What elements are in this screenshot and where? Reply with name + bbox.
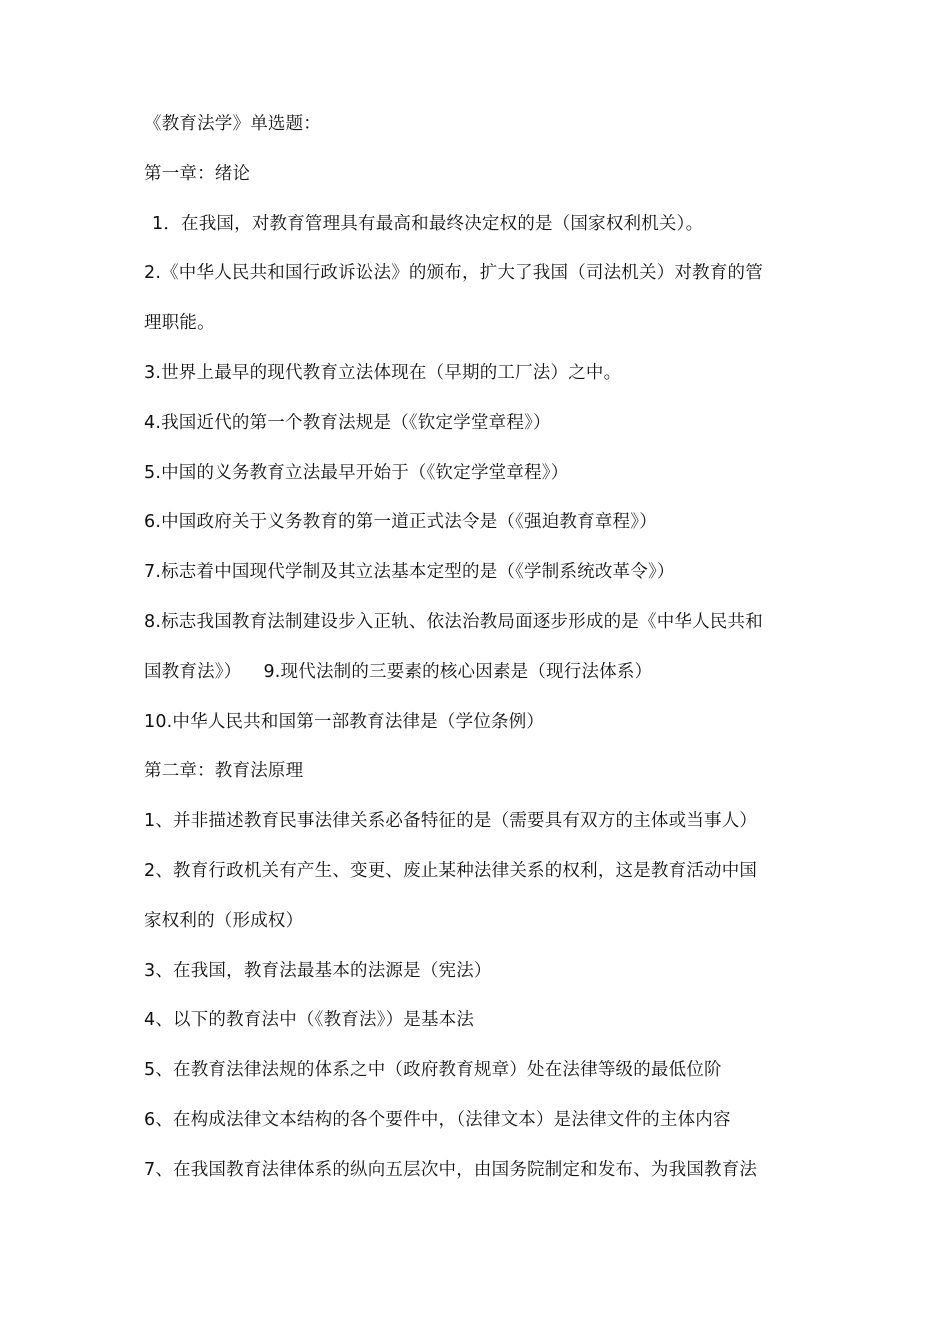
document-body bbox=[144, 100, 824, 1196]
chapter-2-question-7-line-1: 7、在我国教育法律体系的纵向五层次中，由国务院制定和发布、为我国教育法 bbox=[144, 1159, 758, 1180]
chapter-1-question-9: 9.现代法制的三要素的核心因素是（现行法体系） bbox=[263, 661, 653, 682]
chapter-1-question-7: 7.标志着中国现代学制及其立法基本定型的是（《学制系统改革令》） bbox=[144, 562, 675, 583]
chapter-2-question-3: 3、在我国，教育法最基本的法源是（宪法） bbox=[144, 960, 492, 981]
chapter-1-question-10: 10.中华人民共和国第一部教育法律是（学位条例） bbox=[144, 711, 545, 732]
document-title: 《教育法学》单选题： bbox=[144, 114, 321, 134]
chapter-1-question-4: 4.我国近代的第一个教育法规是（《钦定学堂章程》） bbox=[144, 412, 551, 433]
chapter-1-question-1: 1．在我国，对教育管理具有最高和最终决定权的是（国家权利机关）。 bbox=[152, 213, 704, 234]
chapter-1-question-8-line-1: 8.标志我国教育法制建设步入正轨、依法治教局面逐步形成的是《中华人民共和 bbox=[144, 611, 763, 632]
chapter-2-question-2-line-2: 家权利的（形成权） bbox=[144, 910, 304, 931]
chapter-1-question-6: 6.中国政府关于义务教育的第一道正式法令是（《强迫教育章程》） bbox=[144, 512, 657, 533]
chapter-1-question-5: 5.中国的义务教育立法最早开始于（《钦定学堂章程》） bbox=[144, 462, 569, 483]
chapter-2-question-6: 6、在构成法律文本结构的各个要件中，（法律文本）是法律文件的主体内容 bbox=[144, 1109, 731, 1130]
chapter-1-question-2-line-2: 理职能。 bbox=[144, 313, 215, 334]
chapter-2-question-1: 1、并非描述教育民事法律关系必备特征的是（需要具有双方的主体或当事人） bbox=[144, 811, 758, 832]
chapter-2-question-4: 4、以下的教育法中（《教育法》）是基本法 bbox=[144, 1010, 475, 1031]
chapter-1-question-2-line-1: 2.《中华人民共和国行政诉讼法》的颁布，扩大了我国（司法机关）对教育的管 bbox=[144, 263, 763, 284]
chapter-2-question-2-line-1: 2、教育行政机关有产生、变更、废止某种法律关系的权利，这是教育活动中国 bbox=[144, 860, 758, 881]
chapter-2-question-5: 5、在教育法律法规的体系之中（政府教育规章）处在法律等级的最低位阶 bbox=[144, 1060, 722, 1081]
chapter-2-heading: 第二章：教育法原理 bbox=[144, 761, 304, 782]
chapter-1-question-8-9-line bbox=[144, 648, 824, 698]
chapter-1-question-8-line-2: 国教育法》） bbox=[144, 661, 242, 682]
chapter-1-question-3: 3.世界上最早的现代教育立法体现在（早期的工厂法）之中。 bbox=[144, 362, 622, 383]
chapter-1-heading: 第一章：绪论 bbox=[144, 163, 251, 184]
